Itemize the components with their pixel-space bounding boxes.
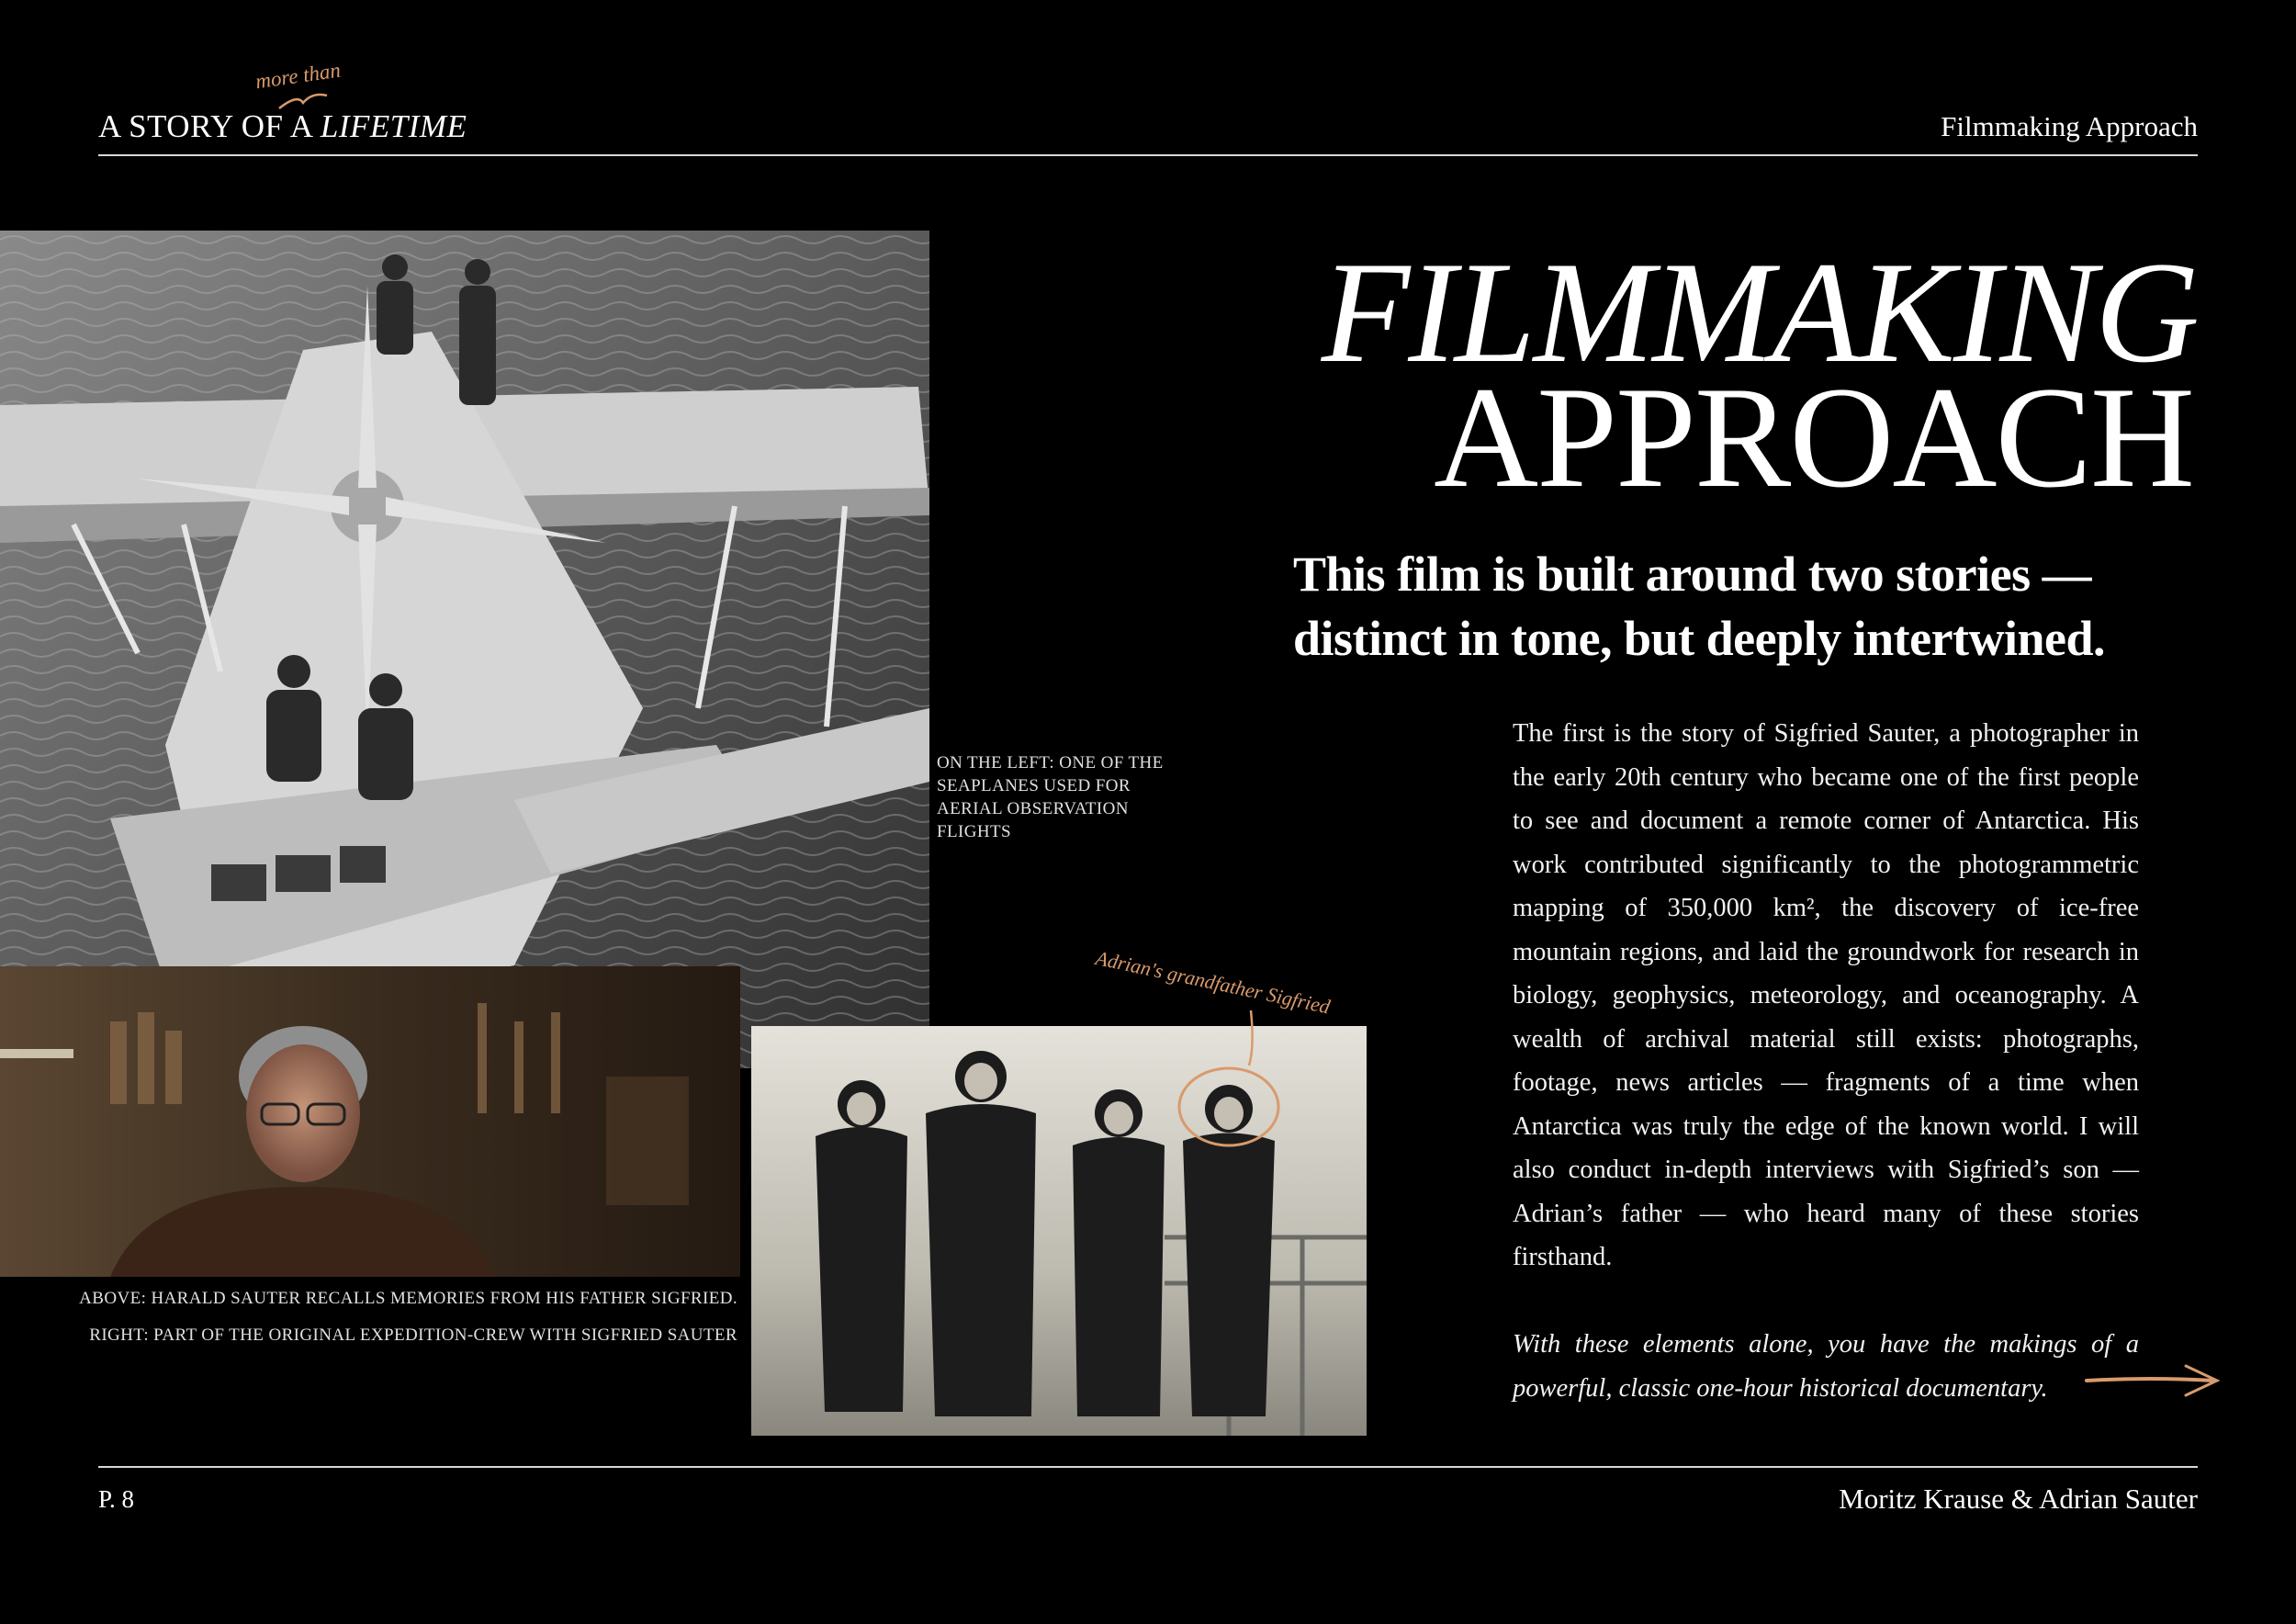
harald-caption: ABOVE: HARALD SAUTER RECALLS MEMORIES FROM HIS FATHER SIGFRIED. (79, 1289, 737, 1308)
subtitle: This film is built around two stories — distinct in tone, but deeply intertwined. (1293, 547, 2106, 666)
magazine-title (98, 108, 467, 145)
grandfather-handwritten-note: Adrian's grandfather Sigfried (1093, 946, 1333, 1019)
harald-interview-photo (0, 966, 740, 1277)
highlight-circle-icon (1166, 974, 1332, 1157)
arrow-right-icon (2085, 1364, 2223, 1397)
crew-caption: RIGHT: PART OF THE ORIGINAL EXPEDITION-CREW WITH SIGFRIED SAUTER (89, 1325, 737, 1345)
footer-divider (98, 1466, 2198, 1468)
headline-approach: APPROACH (1434, 357, 2193, 518)
title-handwritten-note: more than (253, 58, 343, 94)
title-prefix: A STORY OF (98, 108, 284, 144)
caret-mark-icon (276, 90, 331, 112)
seaplane-caption: ON THE LEFT: ONE OF THE SEAPLANES USED FOR AERIAL OBSERVATION FLIGHTS (937, 753, 1164, 841)
page-number: P. 8 (98, 1485, 135, 1513)
closing-paragraph: With these elements alone, you have the makings of a powerful, classic one-hour historical documentary. (1513, 1330, 2139, 1403)
body-paragraph: The first is the story of Sigfried Sauter, a photographer in the early 20th century who became one of the first people to see and document a remote corner of Antarctica. His work contributed significantly to the photogrammetric mapping of 350,000 km², the discovery of ice-free mountain regions, and laid the groundwork for research in biology, geophysics, meteorology, and oceanography. A wealth of archival material still exists: photographs, footage, news articles — fragments of a time when Antarctica was truly the edge of the known world. I will also conduct in-depth interviews with Sigfried’s son — Adrian’s father — who heard many of these stories firsthand. (1513, 719, 2139, 1271)
section-name: Filmmaking Approach (1941, 110, 2198, 142)
headline-filmmaking: FILMMAKING (1321, 232, 2198, 393)
header-divider (98, 154, 2198, 156)
authors: Moritz Krause & Adrian Sauter (1839, 1483, 2198, 1515)
title-a: A (289, 108, 312, 144)
title-italic: LIFETIME (320, 108, 467, 144)
seaplane-photo (0, 231, 929, 1068)
